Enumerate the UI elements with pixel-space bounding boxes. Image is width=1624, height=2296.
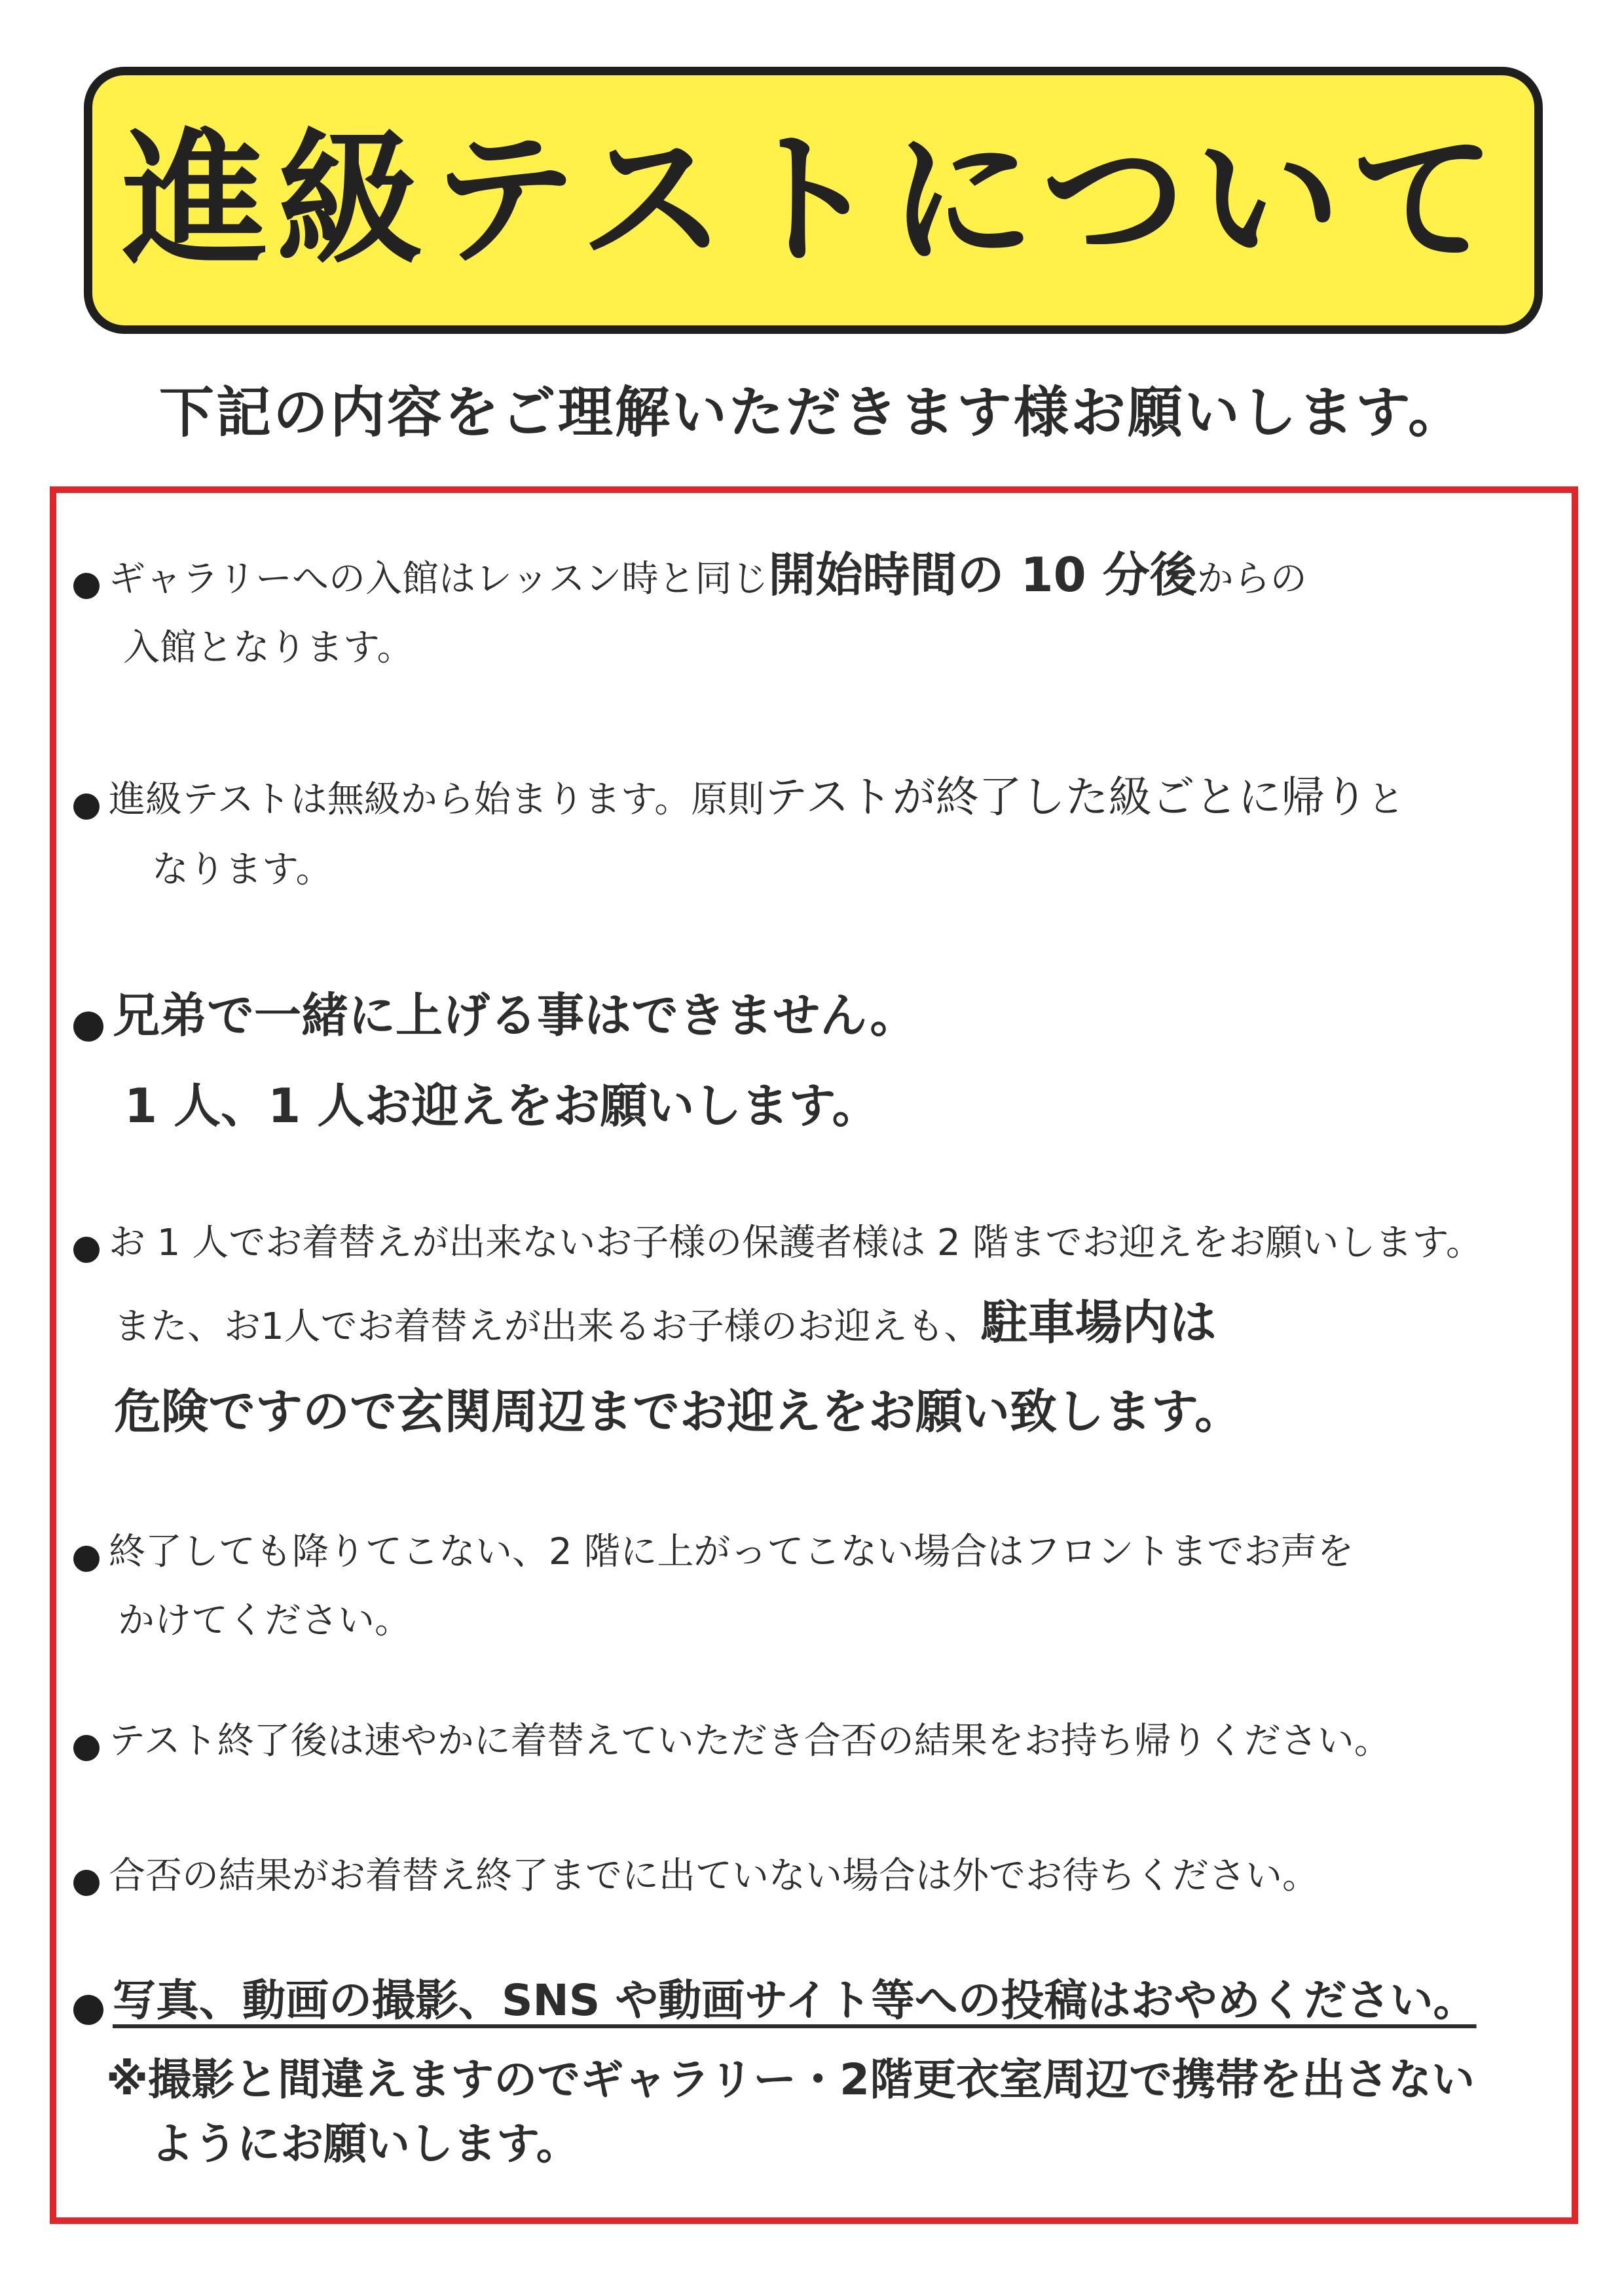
item-text: なります。: [152, 848, 333, 891]
notice-item-pickup: [73, 1210, 1560, 1450]
item-text: 入館となります。: [123, 627, 414, 669]
item-text: テスト終了後は速やかに着替えていただき合否の結果をお持ち帰りください。: [109, 1720, 1391, 1762]
item-note: ※撮影と間違えますのでギャラリー・2階更衣室周辺で携帯を出さない: [106, 2054, 1475, 2105]
page-title: 進級テストについて: [122, 116, 1505, 285]
item-text: からの: [1196, 558, 1307, 600]
bullet-icon: [73, 1546, 100, 1572]
item-emphasis: 写真、動画の撮影、SNS や動画サイト等への投稿はおやめください。: [113, 1975, 1477, 2026]
item-text: お 1 人でお着替えが出来ないお子様の保護者様は 2 階までお迎えをお願いします。: [109, 1222, 1483, 1264]
bullet-icon: [73, 1870, 100, 1896]
item-text: かけてください。: [118, 1599, 411, 1642]
item-text: ギャラリーへの入館はレッスン時と同じ: [109, 558, 769, 600]
item-emphasis: テストが終了した級ごとに帰り: [764, 772, 1368, 822]
item-text: 進級テストは無級から始まります。原則: [109, 778, 765, 821]
item-text: と: [1367, 778, 1405, 821]
item-emphasis: 危険ですので玄関周辺までお迎えをお願い致します。: [114, 1384, 1242, 1439]
notice-item-gallery-entry: [73, 545, 1560, 678]
item-emphasis: 兄弟で一緒に上げる事はできません。: [113, 988, 917, 1043]
notice-item-siblings: [73, 977, 1560, 1144]
bullet-icon: [73, 1237, 100, 1263]
subtitle: 下記の内容をご理解いただきます様お願いします。: [158, 380, 1466, 445]
bullet-icon: [73, 1735, 100, 1761]
notice-item-front-desk: [73, 1522, 1560, 1650]
notice-item-change-clothes: [73, 1710, 1560, 1781]
bullet-icon: [73, 1011, 103, 1042]
notice-item-wait-outside: [73, 1845, 1560, 1916]
item-emphasis: 開始時間の 10 分後: [768, 547, 1197, 602]
item-emphasis: 駐車場内は: [980, 1295, 1217, 1350]
item-note: ようにお願いします。: [151, 2119, 580, 2169]
bullet-icon: [73, 573, 100, 599]
bullet-icon: [73, 793, 100, 820]
item-text: 終了しても降りてこない、2 階に上がってこない場合はフロントまでお声を: [109, 1531, 1354, 1573]
item-text: 合否の結果がお着替え終了までに出ていない場合は外でお待ちください。: [109, 1855, 1319, 1897]
item-text: また、お1人でお着替えが出来るお子様のお迎えも、: [114, 1305, 981, 1348]
item-emphasis: 1 人、1 人お迎えをお願いします。: [124, 1078, 879, 1133]
notice-item-test-flow: [73, 765, 1560, 899]
notice-item-no-photos: [73, 1965, 1560, 2176]
bullet-icon: [73, 1995, 103, 2025]
title-box: [84, 67, 1543, 334]
